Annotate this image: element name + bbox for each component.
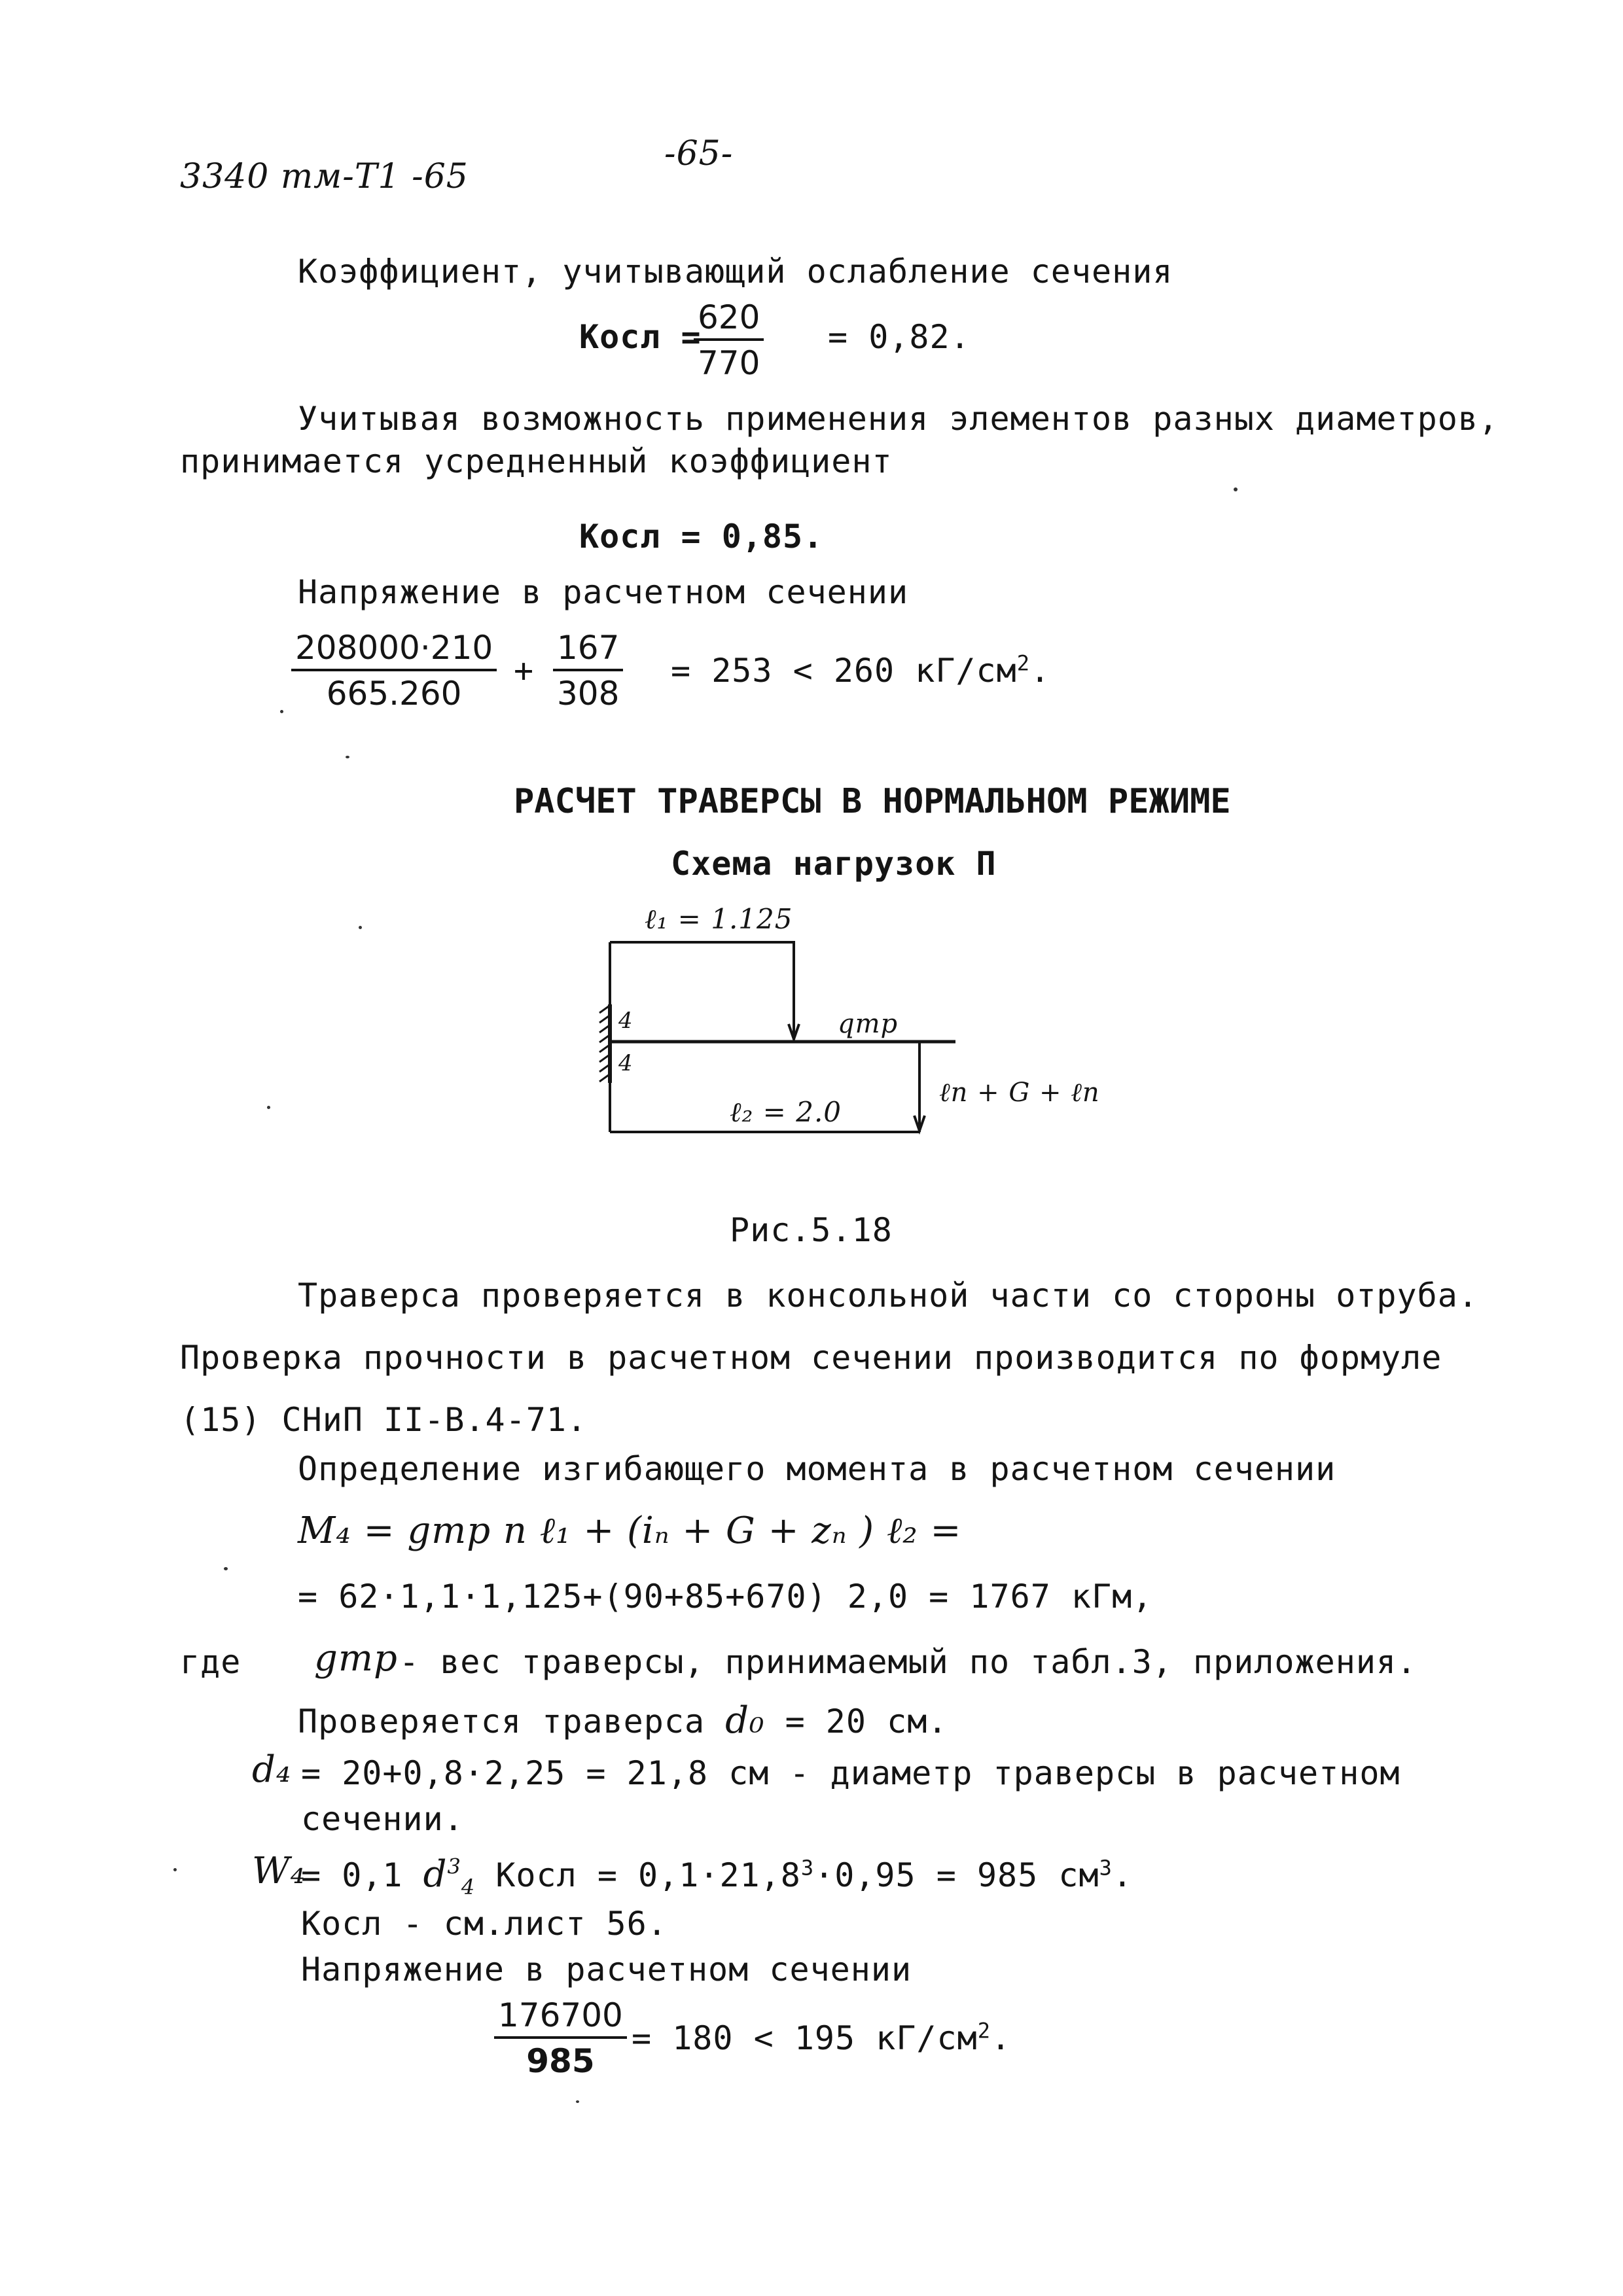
final-fraction-numerator: 176700 (494, 1996, 627, 2039)
final-result-text: = 180 < 195 кГ/см (632, 2019, 978, 2057)
paragraph-3-line-2: Проверка прочности в расчетном сечении производится по формуле (180, 1339, 1442, 1377)
paragraph-3-line-3: (15) СНиП II-В.4-71. (180, 1401, 588, 1439)
scan-speck (280, 710, 283, 713)
hatch-7 (599, 1065, 609, 1072)
d4-text: = 20+0,8·2,25 = 21,8 см - диаметр траверсы в расчетном (301, 1754, 1400, 1792)
scan-speck (359, 926, 362, 929)
load-label: ℓn + G + ℓn (939, 1078, 1100, 1108)
hatch-8 (599, 1075, 609, 1082)
scan-speck (346, 756, 349, 758)
document-code: 3340 тм-Т1 -65 (180, 157, 469, 196)
check-line (298, 1701, 948, 1741)
w4-text-d: . (1112, 1856, 1133, 1894)
stress-title-1: Напряжение в расчетном сечении (298, 573, 909, 611)
scan-speck (173, 1868, 177, 1871)
kosl-denominator: 770 (698, 344, 760, 382)
stress-result-1 (671, 651, 1050, 690)
final-result-end: . (991, 2019, 1012, 2057)
hatch-5 (599, 1046, 609, 1052)
hatch-2 (599, 1016, 609, 1023)
kosl-result: = 0,82. (828, 318, 971, 356)
kosl-numerator: 620 (694, 298, 764, 341)
w4-formula (301, 1853, 1133, 1900)
check-line-pre: Проверяется траверса (298, 1703, 705, 1740)
coefficient-title: Коэффициент, учитывающий ослабление сечения (298, 253, 1173, 291)
page-number: -65- (664, 134, 734, 173)
d4-text-2: сечении. (301, 1800, 464, 1838)
moment-calculation: = 62·1,1·1,125+(90+85+670) 2,0 = 1767 кГм, (298, 1578, 1153, 1616)
where-label: где (180, 1643, 241, 1681)
plus-sign: + (514, 652, 535, 690)
kosl-fraction (694, 298, 764, 383)
check-line-post: = 20 см. (785, 1703, 948, 1740)
hatch-6 (599, 1055, 609, 1062)
scan-speck (224, 1567, 228, 1570)
w4-d-sub: 4 (461, 1875, 476, 1900)
final-fraction-denominator: 985 (526, 2042, 595, 2080)
where-symbol: gтр (314, 1637, 398, 1680)
l1-label: ℓ₁ = 1.125 (645, 903, 793, 935)
w4-exp-2: 3 (1099, 1855, 1113, 1881)
w4-text-a: = 0,1 (301, 1856, 403, 1894)
paragraph-3-line-4: Определение изгибающего момента в расчетном сечении (298, 1450, 1336, 1488)
stress-result-1-text: = 253 < 260 кГ/см (671, 652, 1017, 690)
figure-caption: Рис.5.18 (730, 1211, 893, 1249)
scan-speck (267, 1106, 270, 1109)
support-mark-top: 4 (618, 1008, 633, 1034)
stress-result-1-exponent: 2 (1016, 650, 1031, 676)
support-mark-bottom: 4 (618, 1050, 633, 1076)
stress-title-2: Напряжение в расчетном сечении (301, 1951, 912, 1988)
paragraph-3-line-1: Траверса проверяется в консольной части со стороны отруба. (298, 1277, 1478, 1315)
final-result (632, 2019, 1011, 2058)
kosl-average: Косл = 0,85. (579, 518, 824, 556)
section-subheading: Схема нагрузок П (671, 845, 997, 883)
q-label: qтр (838, 1009, 899, 1039)
check-symbol: d₀ (725, 1699, 765, 1742)
hatch-4 (599, 1036, 609, 1042)
w4-exp-1: 3 (800, 1855, 815, 1881)
w4-d: d (423, 1853, 448, 1896)
final-result-exponent: 2 (977, 2018, 991, 2043)
beam-end-arrowhead (914, 1116, 925, 1131)
scan-speck (1234, 487, 1238, 491)
l2-label: ℓ₂ = 2.0 (730, 1096, 842, 1128)
stress-fraction-2-denominator: 308 (557, 675, 620, 713)
stress-fraction-1 (291, 628, 497, 713)
where-text: - вес траверсы, принимаемый по табл.3, приложения. (399, 1643, 1418, 1681)
final-fraction (494, 1996, 627, 2081)
upper-load-arrowhead (789, 1024, 799, 1039)
moment-formula: M₄ = gтр n ℓ₁ + (iₙ + G + zₙ ) ℓ₂ = (298, 1510, 962, 1552)
paragraph-line-1: Учитывая возможность применения элементов разных диаметров, (298, 400, 1499, 438)
w4-d-sup: 3 (447, 1854, 461, 1879)
d4-symbol: d₄ (252, 1748, 292, 1791)
w4-text-c: ·0,95 = 985 см (814, 1856, 1099, 1894)
kosl-label: Косл = (579, 318, 702, 356)
stress-result-1-end: . (1030, 652, 1051, 690)
stress-fraction-2-numerator: 167 (553, 628, 623, 671)
stress-fraction-1-denominator: 665.260 (326, 675, 462, 713)
stress-fraction-2 (553, 628, 623, 713)
scan-speck (576, 2100, 579, 2103)
hatch-3 (599, 1026, 609, 1033)
w4-d-symbol (423, 1853, 476, 1900)
section-heading: РАСЧЕТ ТРАВЕРСЫ В НОРМАЛЬНОМ РЕЖИМЕ (514, 782, 1231, 821)
kosl-reference: Косл - см.лист 56. (301, 1905, 668, 1943)
w4-symbol: W₄ (252, 1850, 306, 1892)
w4-text-b: Косл = 0,1·21,8 (495, 1856, 801, 1894)
stress-fraction-1-numerator: 208000·210 (291, 628, 497, 671)
hatch-1 (599, 1006, 609, 1013)
paragraph-line-2: принимается усредненный коэффициент (180, 442, 893, 480)
